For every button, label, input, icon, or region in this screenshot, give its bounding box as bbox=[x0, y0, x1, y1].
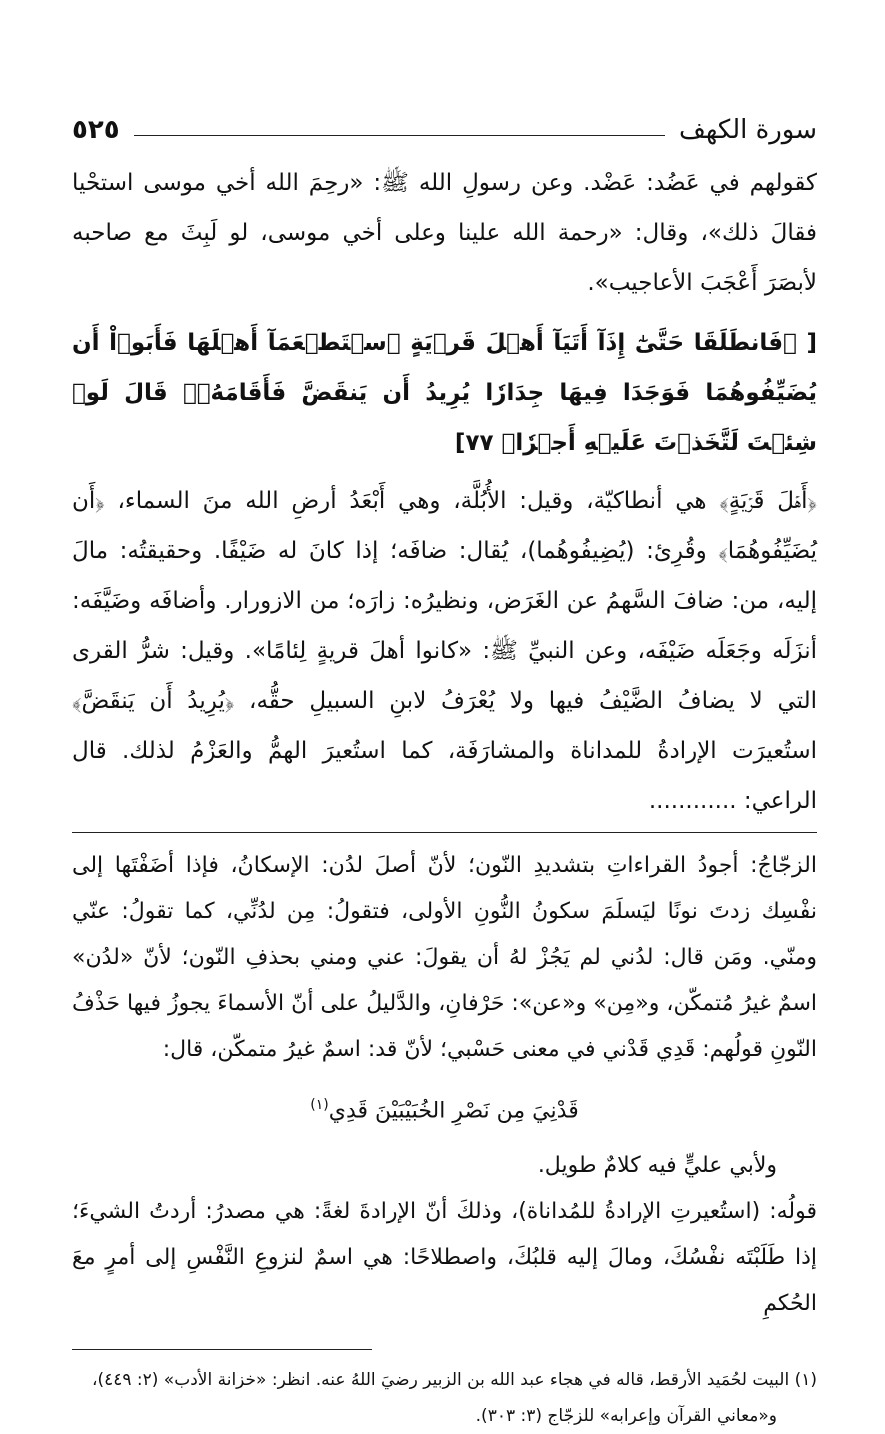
main-paragraph-2: ﴿أَهۡلَ قَرۡيَةٍ﴾ هي أنطاكيّة، وقيل: الأُبُلَّة، وهي أَبْعَدُ أرضِ الله منَ السماء، ﴿أَن يُضَيِّفُوهُمَا﴾ وقُرِئ: (يُضِيفُوهُما)، يُقال: ضافَه؛ إذا كانَ له ضَيْفًا. وحقيقتُه: مالَ إليه، من: ضافَ السَّهمُ عن الغَرَض، ونظيرُه: زارَه؛ من الازورار. وأضافَه وضَيَّفَه: أنزَلَه وجَعَلَه ضَيْفَه، وعن النبيِّ ﷺ: «كانوا أهلَ قريةٍ لِئامًا». وقيل: شرُّ القرى التي لا يضافُ الضَّيْفُ فيها ولا يُعْرَفُ لابنِ السبيلِ حقُّه، ﴿يُرِيدُ أَن يَنقَضَّ﴾ استُعيرَت الإرادةُ للمداناة والمشارَفَة، كما استُعيرَ الهمُّ والعَزْمُ لذلك. قال الراعي: ............ bbox=[72, 488, 817, 814]
commentary bbox=[72, 843, 817, 1327]
main-text bbox=[72, 158, 817, 826]
poem-verse bbox=[72, 1077, 817, 1139]
footnotes bbox=[72, 1362, 817, 1434]
footnote-ref: (١) bbox=[310, 1097, 329, 1113]
footnote-line-1: (١) البيت لحُمَيد الأرقط، قاله في هجاء عبد الله بن الزبير رضيَ اللهُ عنه. انظر: «خزانة الأدب» (٢: ٤٤٩)، bbox=[91, 1370, 817, 1391]
chapter-title: سورة الكهف bbox=[678, 115, 817, 145]
page-number: ٥٢٥ bbox=[72, 115, 120, 145]
commentary-paragraph-3: قولُه: (استُعيرتِ الإرادةُ للمُداناة)، وذلكَ أنّ الإرادةَ لغةً: هي مصدرُ: أردتُ الشيءَ؛ إذا طَلَبْتَه نفْسُكَ، ومالَ إليه قلبُكَ، واصطلاحًا: هي اسمٌ لنزوعِ النَّفْسِ إلى أمرٍ معَ الحُكمِ bbox=[72, 1199, 817, 1317]
main-paragraph-1: كقولهم في عَضُد: عَضْد. وعن رسولِ الله ﷺ: «رحِمَ الله أخي موسى استحْيا فقالَ ذلك»، وقال: «رحمة الله علينا وعلى أخي موسى، لو لَبِثَ مع صاحبه لأبصَرَ أَعْجَبَ الأعاجيب». bbox=[72, 170, 817, 296]
commentary-paragraph-2: ولأبي عليٍّ فيه كلامٌ طويل. bbox=[537, 1153, 777, 1179]
footnote-rule bbox=[72, 1349, 372, 1350]
commentary-paragraph-1: الزجّاجُ: أجودُ القراءاتِ بتشديدِ النّون؛ لأنّ أصلَ لدُن: الإسكانُ، فإذا أضَفْتَها إلى نفْسِك زدتَ نونًا ليَسلَمَ سكونُ النُّونِ الأولى، فتقولُ: مِن لدُنِّي، كما تقولُ: عنّي ومنّي. ومَن قال: لدُني لم يَجُزْ لهُ أن يقولَ: عني ومني بحذفِ النّون؛ لأنّ «لدُن» اسمٌ غيرُ مُتمكّن، و«مِن» و«عن»: حَرْفانِ، والدَّليلُ على أنّ الأسماءَ يجوزُ فيها حَذْفُ النّونِ قولُهم: قَدِي قَدْني في معنى حَسْبي؛ لأنّ قد: اسمٌ غيرُ متمكّن، قال: bbox=[72, 853, 817, 1062]
commentary-separator bbox=[72, 832, 817, 833]
page bbox=[72, 108, 817, 1434]
header-rule bbox=[134, 135, 665, 136]
quran-verse: [ ﴿فَانطَلَقَا حَتَّىٰٓ إِذَآ أَتَيَآ أَهۡلَ قَرۡيَةٍ ٱسۡتَطۡعَمَآ أَهۡلَهَا فَأَبَوۡاْ أَن يُضَيِّفُوهُمَا فَوَجَدَا فِيهَا جِدَارٗا يُرِيدُ أَن يَنقَضَّ فَأَقَامَهُۥۖ قَالَ لَوۡ شِئۡتَ لَتَّخَذۡتَ عَلَيۡهِ أَجۡرٗا﴾ ٧٧] bbox=[72, 330, 817, 456]
poem-text: قَدْنِيَ مِن نَصْرِ الخُبَيْبَيْنَ قَدِي bbox=[328, 1098, 579, 1124]
footnote-line-2: و«معاني القرآن وإعرابه» للزجّاج (٣: ٣٠٣). bbox=[475, 1406, 777, 1427]
running-head bbox=[72, 108, 817, 152]
